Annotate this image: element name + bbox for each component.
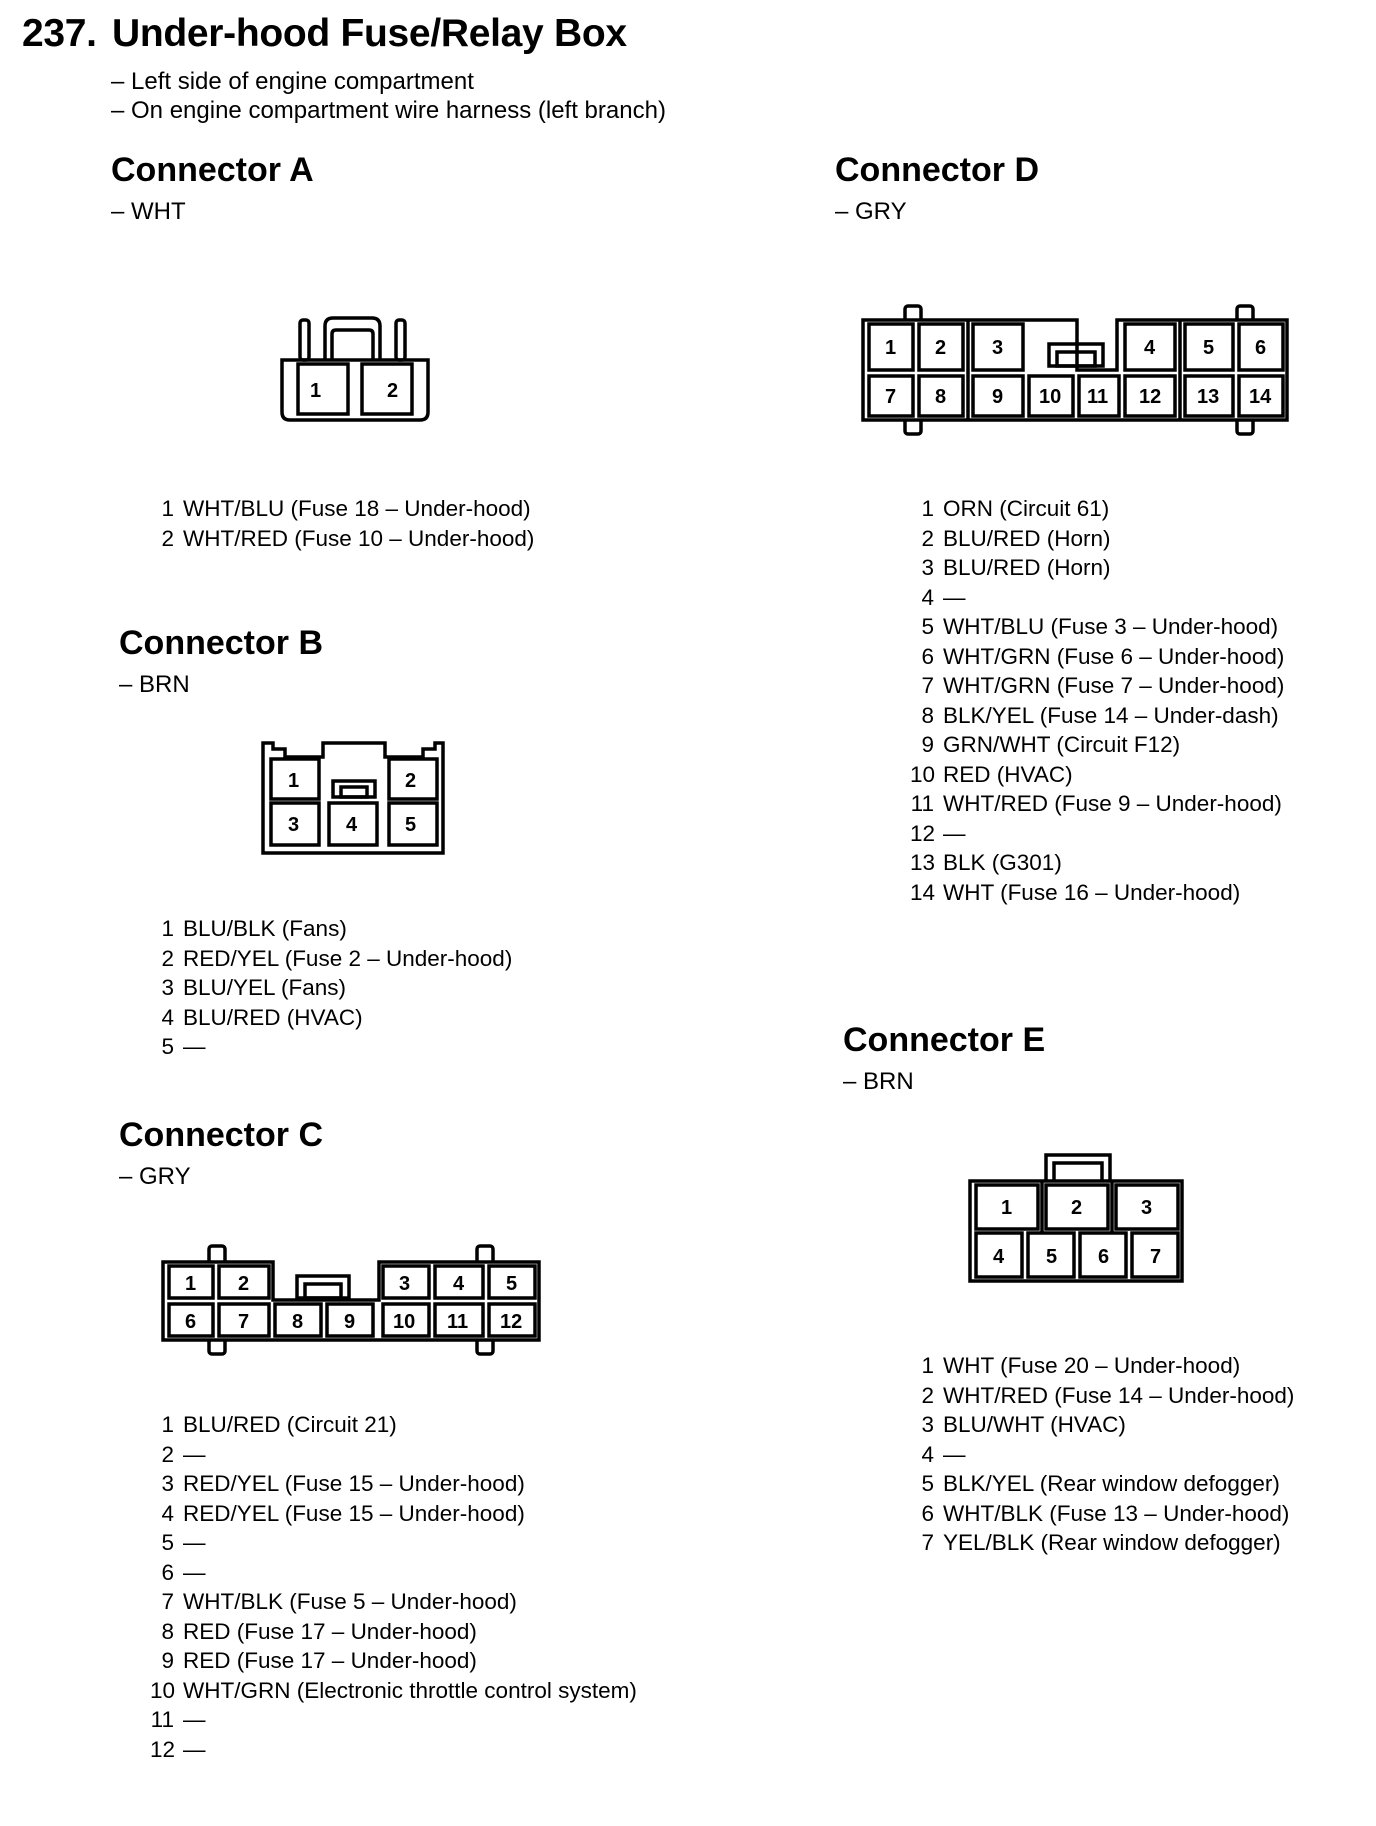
pin-number: 6 — [921, 643, 934, 669]
connector-c-color: – GRY — [119, 1163, 191, 1190]
pin-desc: BLU/WHT (HVAC) — [943, 1412, 1126, 1437]
pin-desc: WHT/RED (Fuse 14 – Under-hood) — [943, 1382, 1295, 1408]
pin-number: 8 — [161, 1618, 174, 1644]
pin-number: 1 — [161, 1412, 174, 1437]
pin-desc: RED/YEL (Fuse 2 – Under-hood) — [183, 945, 513, 971]
pin-number: 2 — [921, 1382, 934, 1408]
pin-row — [150, 1499, 637, 1529]
pin-row — [910, 612, 1284, 642]
connector-c-pin-label: 1 — [185, 1273, 197, 1295]
page-title-text: Under-hood Fuse/Relay Box — [112, 12, 627, 55]
connector-d-diagram — [855, 298, 1295, 443]
connector-e-diagram — [960, 1145, 1190, 1290]
pin-row — [150, 1646, 637, 1676]
pin-desc: GRN/WHT (Circuit F12) — [943, 732, 1181, 757]
connector-c-pin-label: 10 — [393, 1311, 416, 1333]
pin-row — [910, 819, 1284, 849]
pin-row — [150, 1528, 637, 1558]
pin-row — [150, 1003, 512, 1033]
pin-number: 5 — [921, 614, 934, 639]
connector-a-title: Connector A — [111, 151, 314, 189]
pin-number: 12 — [150, 1736, 176, 1762]
connector-d-title: Connector D — [835, 151, 1039, 189]
pin-row — [910, 583, 1284, 613]
connector-b-diagram — [255, 735, 455, 860]
pin-row — [910, 701, 1284, 731]
connector-e-pin-label: 1 — [1001, 1197, 1013, 1219]
pin-desc: BLU/YEL (Fans) — [183, 975, 346, 1000]
pin-number: 4 — [161, 1500, 174, 1526]
pin-number: 10 — [150, 1677, 176, 1703]
pin-desc: WHT (Fuse 20 – Under-hood) — [943, 1353, 1241, 1378]
pin-desc: RED (Fuse 17 – Under-hood) — [183, 1618, 477, 1644]
pin-number: 3 — [161, 975, 174, 1000]
connector-b-pin-label: 4 — [346, 814, 358, 836]
pin-desc: BLU/RED (HVAC) — [183, 1004, 363, 1030]
pin-row — [150, 1469, 637, 1499]
pin-desc: RED (Fuse 17 – Under-hood) — [183, 1648, 477, 1673]
pin-row — [910, 1410, 1294, 1440]
connector-c-pin-label: 7 — [238, 1311, 250, 1333]
pin-row — [150, 944, 512, 974]
connector-c-pin-label: 5 — [506, 1273, 518, 1295]
page-title-number: 237. — [22, 12, 97, 55]
pin-row — [910, 789, 1284, 819]
pin-desc: — — [183, 1530, 206, 1555]
pin-desc: BLU/BLK (Fans) — [183, 916, 347, 941]
pin-desc: WHT/RED (Fuse 10 – Under-hood) — [183, 525, 535, 551]
pin-row — [910, 1528, 1294, 1558]
pin-desc: RED (HVAC) — [943, 761, 1073, 787]
connector-c-pin-list — [150, 1410, 637, 1764]
pin-row — [910, 760, 1284, 790]
pin-number: 6 — [921, 1500, 934, 1526]
connector-e-pin-label: 3 — [1141, 1197, 1153, 1219]
connector-e-title: Connector E — [843, 1021, 1046, 1059]
pin-number: 2 — [161, 525, 174, 551]
pin-desc: — — [183, 1707, 206, 1732]
pin-row — [150, 1705, 637, 1735]
connector-c-pin-label: 8 — [292, 1311, 304, 1333]
connector-d-pin-label: 2 — [935, 337, 947, 359]
connector-e-color: – BRN — [843, 1068, 914, 1095]
connector-d-pin-label: 9 — [992, 386, 1004, 408]
pin-number: 5 — [161, 1530, 174, 1555]
pin-row — [910, 730, 1284, 760]
connector-e-pin-label: 5 — [1046, 1246, 1058, 1268]
pin-row — [910, 671, 1284, 701]
pin-desc: BLU/RED (Circuit 21) — [183, 1412, 397, 1437]
pin-row — [150, 1587, 637, 1617]
pin-number: 2 — [161, 945, 174, 971]
pin-number: 7 — [161, 1589, 174, 1614]
connector-c-pin-label: 6 — [185, 1311, 197, 1333]
connector-e-pin-label: 6 — [1098, 1246, 1110, 1268]
pin-number: 1 — [921, 496, 934, 521]
pin-number: 5 — [921, 1471, 934, 1496]
pin-desc: WHT/GRN (Electronic throttle control system) — [183, 1677, 637, 1703]
connector-c-diagram — [155, 1240, 545, 1365]
connector-c-pin-label: 2 — [238, 1273, 250, 1295]
pin-number: 4 — [161, 1004, 174, 1030]
pin-number: 13 — [910, 850, 936, 875]
pin-desc: BLK (G301) — [943, 850, 1062, 875]
connector-c-pin-label: 11 — [447, 1311, 469, 1333]
pin-number: 5 — [161, 1034, 174, 1059]
pin-row — [150, 1676, 637, 1706]
connector-e-pin-label: 4 — [993, 1246, 1005, 1268]
pin-desc: WHT/BLU (Fuse 3 – Under-hood) — [943, 614, 1279, 639]
connector-a-pin-label: 2 — [387, 380, 399, 402]
pin-number: 7 — [921, 673, 934, 698]
pin-row — [150, 973, 512, 1003]
pin-desc: RED/YEL (Fuse 15 – Under-hood) — [183, 1500, 525, 1526]
pin-number: 7 — [921, 1530, 934, 1555]
pin-row — [910, 1440, 1294, 1470]
pin-row — [150, 1735, 637, 1765]
pin-number: 3 — [921, 555, 934, 580]
connector-a-diagram — [270, 310, 440, 428]
connector-c-title: Connector C — [119, 1116, 323, 1154]
pin-row — [150, 1617, 637, 1647]
pin-desc: BLK/YEL (Rear window defogger) — [943, 1471, 1280, 1496]
pin-desc: WHT/BLK (Fuse 5 – Under-hood) — [183, 1589, 517, 1614]
connector-d-pin-label: 10 — [1039, 386, 1062, 408]
connector-d-pin-label: 1 — [885, 337, 897, 359]
page-title — [22, 12, 627, 56]
pin-desc: ORN (Circuit 61) — [943, 496, 1110, 521]
connector-b-pin-label: 1 — [288, 770, 300, 792]
connector-d-pin-label: 8 — [935, 386, 947, 408]
pin-desc: YEL/BLK (Rear window defogger) — [943, 1530, 1281, 1555]
pin-row — [910, 1499, 1294, 1529]
connector-d-pin-label: 12 — [1139, 386, 1162, 408]
pin-row — [910, 1351, 1294, 1381]
pin-row — [150, 914, 512, 944]
connector-c-pin-label: 4 — [453, 1273, 465, 1295]
pin-row — [150, 494, 534, 524]
pin-desc: BLK/YEL (Fuse 14 – Under-dash) — [943, 702, 1279, 728]
pin-number: 11 — [910, 791, 934, 816]
pin-desc: WHT/BLU (Fuse 18 – Under-hood) — [183, 496, 531, 521]
connector-c-pin-label: 12 — [500, 1311, 523, 1333]
connector-e-pin-label: 2 — [1071, 1197, 1083, 1219]
connector-a-pin-list — [150, 494, 534, 553]
pin-desc: WHT/GRN (Fuse 6 – Under-hood) — [943, 643, 1285, 669]
pin-number: 2 — [921, 525, 934, 551]
connector-d-pin-label: 6 — [1255, 337, 1267, 359]
connector-d-pin-label: 3 — [992, 337, 1004, 359]
pin-row — [150, 1440, 637, 1470]
pin-row — [150, 1558, 637, 1588]
pin-row — [910, 642, 1284, 672]
pin-number: 12 — [910, 820, 936, 846]
connector-e-pin-label: 7 — [1150, 1246, 1162, 1268]
pin-number: 2 — [161, 1441, 174, 1467]
pin-number: 4 — [921, 584, 934, 610]
pin-number: 1 — [921, 1353, 934, 1378]
pin-number: 1 — [161, 496, 174, 521]
pin-number: 10 — [910, 761, 936, 787]
connector-a-pin-label: 1 — [310, 380, 322, 402]
pin-number: 11 — [150, 1707, 174, 1732]
pin-number: 6 — [161, 1559, 174, 1585]
connector-d-pin-label: 13 — [1197, 386, 1220, 408]
location-line-2: – On engine compartment wire harness (left branch) — [111, 97, 666, 124]
connector-c-pin-label: 9 — [344, 1311, 356, 1333]
pin-desc: — — [183, 1441, 206, 1467]
connector-d-pin-label: 4 — [1144, 337, 1156, 359]
connector-b-color: – BRN — [119, 671, 190, 698]
pin-row — [910, 1381, 1294, 1411]
pin-row — [910, 524, 1284, 554]
pin-number: 3 — [161, 1471, 174, 1496]
pin-desc: — — [943, 584, 966, 610]
connector-d-color: – GRY — [835, 198, 907, 225]
connector-b-pin-label: 3 — [288, 814, 300, 836]
pin-desc: — — [183, 1559, 206, 1585]
pin-desc: RED/YEL (Fuse 15 – Under-hood) — [183, 1471, 525, 1496]
pin-desc: WHT/BLK (Fuse 13 – Under-hood) — [943, 1500, 1290, 1526]
pin-number: 4 — [921, 1441, 934, 1467]
pin-number: 3 — [921, 1412, 934, 1437]
pin-row — [150, 524, 534, 554]
pin-number: 8 — [921, 702, 934, 728]
pin-desc: BLU/RED (Horn) — [943, 525, 1111, 551]
pin-desc: WHT/GRN (Fuse 7 – Under-hood) — [943, 673, 1285, 698]
connector-b-pin-label: 5 — [405, 814, 417, 836]
pin-desc: WHT/RED (Fuse 9 – Under-hood) — [943, 791, 1282, 816]
pin-desc: — — [943, 820, 966, 846]
pin-desc: — — [183, 1034, 206, 1059]
pin-row — [910, 1469, 1294, 1499]
pin-number: 9 — [921, 732, 934, 757]
pin-number: 1 — [161, 916, 174, 941]
connector-d-pin-label: 5 — [1203, 337, 1215, 359]
pin-desc: — — [943, 1441, 966, 1467]
connector-d-pin-label: 14 — [1249, 386, 1272, 408]
connector-d-pin-label: 7 — [885, 386, 897, 408]
pin-desc: BLU/RED (Horn) — [943, 555, 1111, 580]
pin-desc: — — [183, 1736, 206, 1762]
pin-row — [150, 1410, 637, 1440]
pin-row — [910, 848, 1284, 878]
pin-row — [150, 1032, 512, 1062]
location-line-1: – Left side of engine compartment — [111, 68, 474, 95]
connector-b-pin-label: 2 — [405, 770, 417, 792]
connector-e-pin-list — [910, 1351, 1294, 1558]
pin-number: 14 — [910, 879, 936, 905]
pin-row — [910, 553, 1284, 583]
pin-desc: WHT (Fuse 16 – Under-hood) — [943, 879, 1241, 905]
pin-number: 9 — [161, 1648, 174, 1673]
connector-c-pin-label: 3 — [399, 1273, 411, 1295]
connector-d-pin-label: 11 — [1087, 386, 1109, 408]
connector-d-pin-list — [910, 494, 1284, 907]
connector-a-color: – WHT — [111, 198, 186, 225]
connector-b-title: Connector B — [119, 624, 323, 662]
connector-b-pin-list — [150, 914, 512, 1062]
pin-row — [910, 494, 1284, 524]
pin-row — [910, 878, 1284, 908]
